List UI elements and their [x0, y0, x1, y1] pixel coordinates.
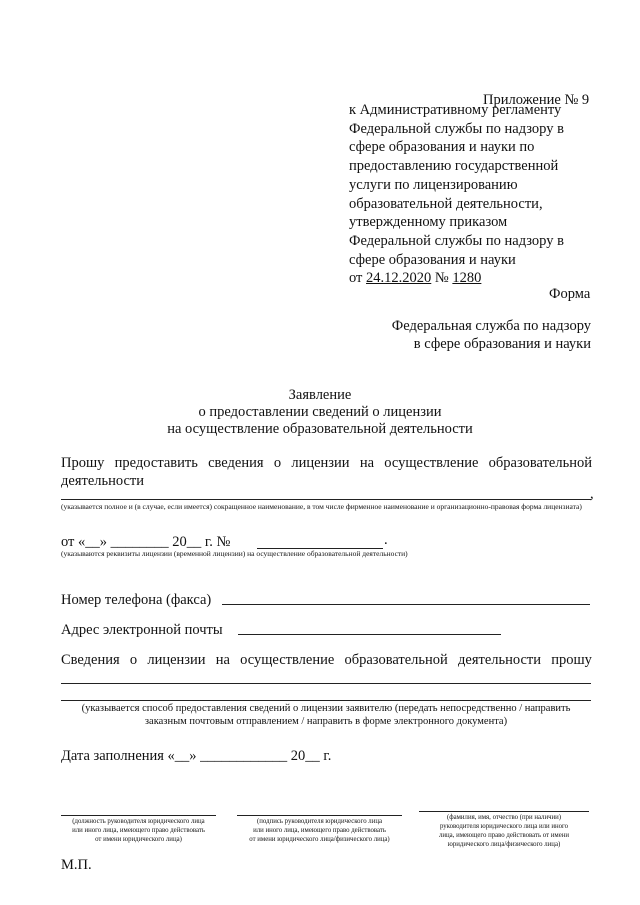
position-hint — [61, 817, 216, 844]
hint-line: (фамилия, имя, отчество (при наличии) — [446, 814, 562, 821]
request-word: о — [273, 455, 282, 471]
delivery-method-hint-line: заказным почтовым отправлением / направить в форме электронного документа) — [144, 715, 508, 727]
regulation-line: сфере образования и науки — [349, 251, 516, 268]
licensee-name-field[interactable] — [61, 499, 591, 500]
phone-label: Номер телефона (факса) — [61, 592, 212, 608]
regulation-line: Федеральной службы по надзору в — [349, 232, 564, 249]
request-word: сведения — [208, 455, 264, 471]
regulation-line: сфере образования и науки по — [349, 139, 535, 156]
request-text — [61, 455, 592, 472]
hint-line: (должность руководителя юридического лица — [72, 818, 205, 825]
order-number: 1280 — [452, 270, 482, 287]
license-details-hint: (указываются реквизиты лицензии (временной лицензии) на осуществление образовательной деятельности) — [61, 549, 408, 558]
info-word: деятельности — [458, 652, 542, 668]
document-subtitle: на осуществление образовательной деятельности — [167, 421, 473, 437]
hint-line: (подпись руководителя юридического лица — [257, 818, 382, 825]
regulation-line: услуги по лицензированию — [349, 176, 518, 193]
full-name-field[interactable] — [419, 811, 589, 812]
order-number-sign: № — [434, 270, 449, 287]
license-date-number-field[interactable]: от «__» ________ 20__ г. № — [61, 534, 231, 550]
hint-line: или иного лица, имеющего право действовать — [253, 827, 386, 834]
hint-line: или иного лица, имеющего право действовать — [72, 827, 205, 834]
info-word: образовательной — [344, 652, 448, 668]
order-reference — [349, 269, 564, 288]
info-word: прошу — [551, 652, 592, 668]
info-word: осуществление — [240, 652, 335, 668]
delivery-method-field[interactable] — [61, 700, 591, 701]
request-text-continued: деятельности — [61, 473, 145, 489]
hint-line: руководителя юридического лица или иного — [439, 823, 569, 830]
regulation-line: утвержденному приказом — [349, 214, 508, 231]
signature-hint — [237, 817, 402, 844]
form-label: Форма — [549, 286, 591, 302]
full-name-hint — [419, 813, 589, 849]
info-word: о — [129, 652, 138, 668]
regulation-line: Федеральной службы по надзору в — [349, 120, 564, 137]
regulation-line: к Административному регламенту — [349, 102, 562, 118]
authority-line: в сфере образования и науки — [413, 336, 591, 352]
email-label: Адрес электронной почты — [61, 622, 223, 638]
regulation-reference — [349, 101, 564, 288]
info-word: на — [215, 652, 230, 668]
fill-date-field[interactable]: Дата заполнения «__» ____________ 20__ г. — [61, 748, 332, 764]
delivery-method-hint — [61, 703, 591, 728]
request-word: на — [359, 455, 375, 471]
licensee-name-hint: (указывается полное и (в случае, если имеется) сокращенное наименование, в том числе фирменное наименование и организационно-правовая форма лицензиата) — [61, 502, 582, 511]
regulation-line: образовательной деятельности, — [349, 195, 543, 212]
info-word: Сведения — [61, 652, 120, 668]
order-date: 24.12.2020 — [366, 270, 432, 287]
request-word: осуществление — [384, 455, 479, 471]
delivery-request-text — [61, 652, 592, 669]
authority-line: Федеральная служба по надзору — [391, 318, 591, 334]
hint-line: от имени юридического лица/физического лица) — [249, 836, 390, 843]
hint-line: юридического лица/физического лица) — [447, 841, 561, 848]
request-word: образовательной — [488, 455, 592, 471]
position-field[interactable] — [61, 815, 216, 816]
stamp-place: М.П. — [61, 857, 92, 873]
document-subtitle: о предоставлении сведений о лицензии — [198, 404, 442, 420]
email-field[interactable] — [238, 634, 501, 635]
request-word: Прошу — [61, 455, 105, 471]
document-title: Заявление — [288, 387, 352, 403]
info-word: лицензии — [147, 652, 206, 668]
period: . — [384, 532, 388, 548]
hint-line: лица, имеющего право действовать от имени — [439, 832, 569, 839]
request-word: лицензии — [291, 455, 350, 471]
comma: , — [590, 486, 594, 502]
order-prefix: от — [349, 270, 363, 287]
appendix-number: Приложение № 9 — [483, 92, 590, 108]
signature-field[interactable] — [237, 815, 402, 816]
phone-field[interactable] — [222, 604, 590, 605]
hint-line: от имени юридического лица) — [95, 836, 182, 843]
delivery-method-hint-line: (указывается способ предоставления сведений о лицензии заявителю (передать непосредственно / направить — [81, 703, 571, 714]
delivery-method-field[interactable] — [61, 683, 591, 684]
request-word: предоставить — [114, 455, 198, 471]
regulation-line: предоставлению государственной — [349, 158, 559, 175]
